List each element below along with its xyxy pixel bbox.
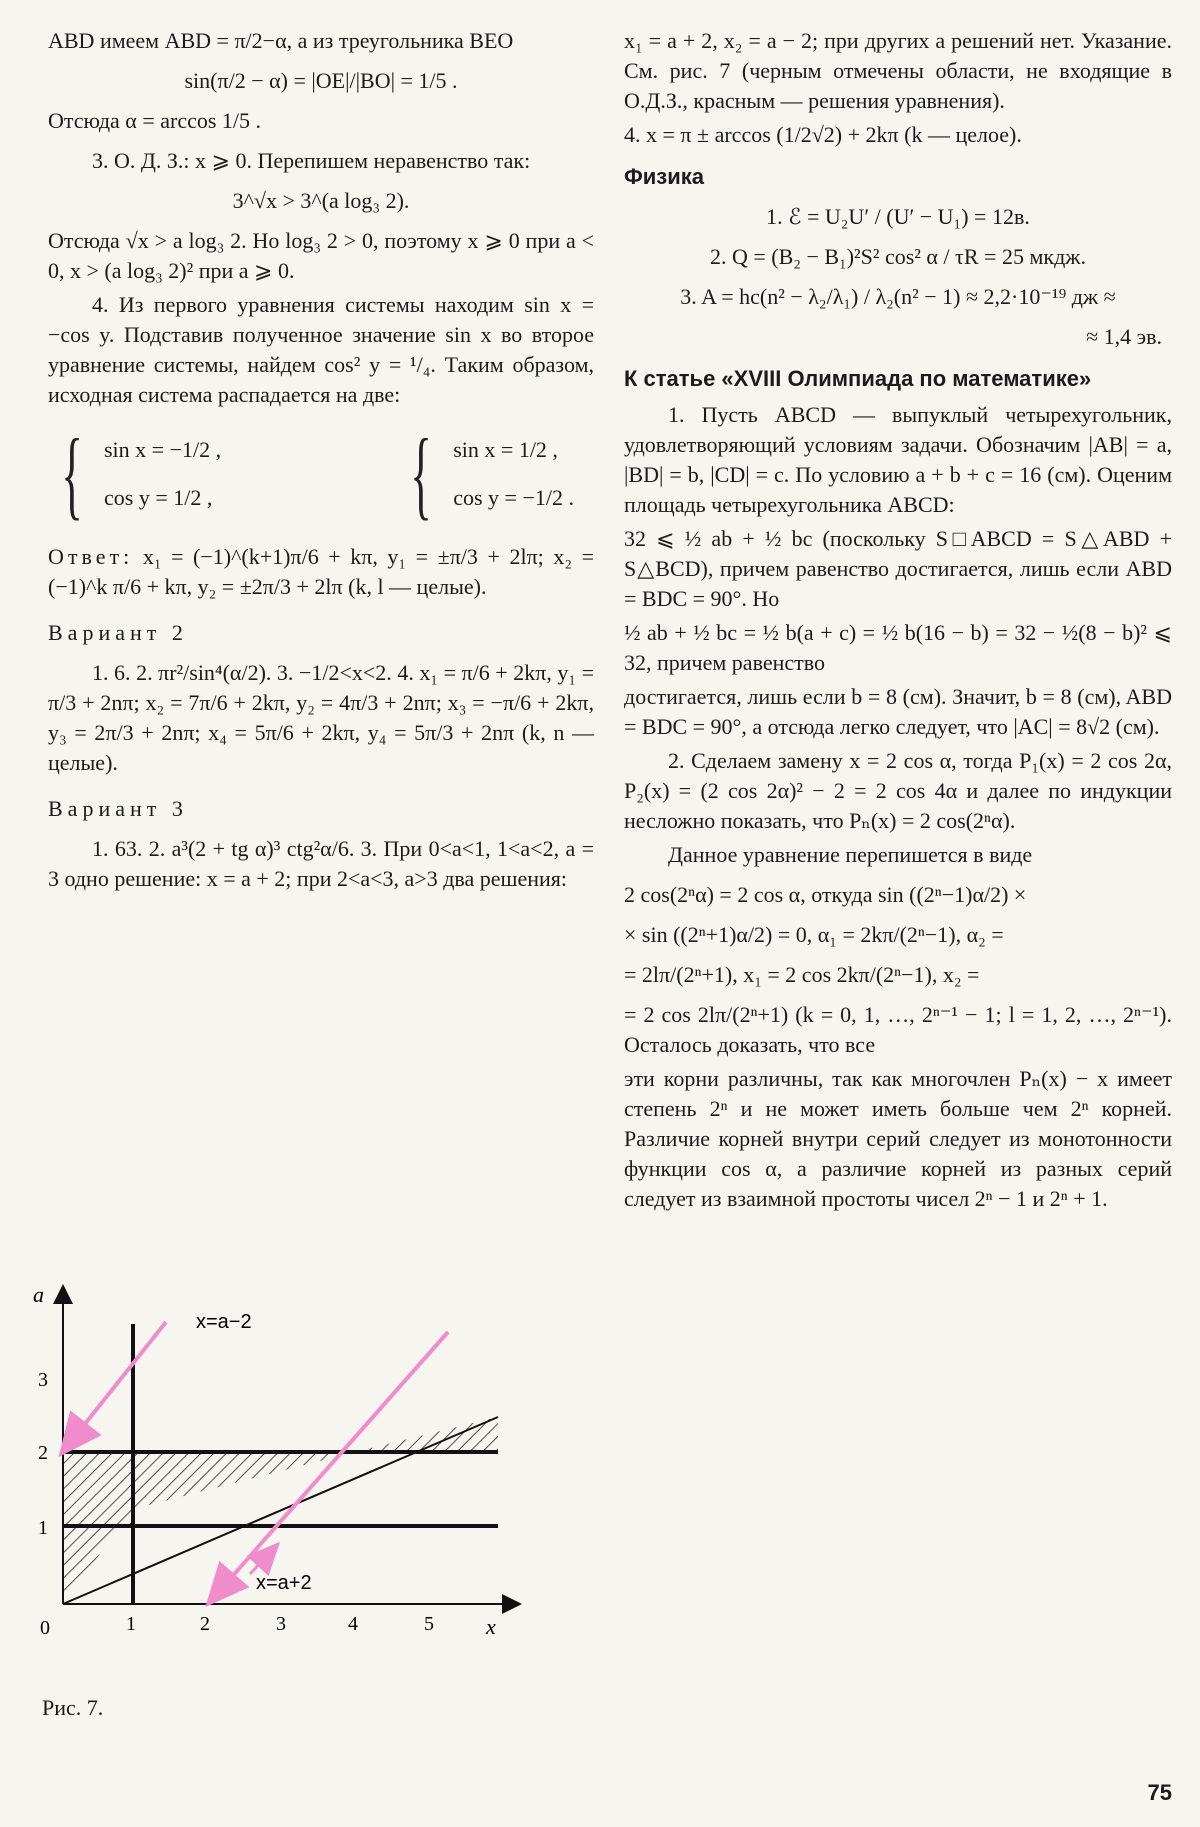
origin-label: 0 bbox=[40, 1617, 50, 1639]
system-1-eq-1: sin x = −1/2 , bbox=[104, 437, 222, 462]
formula-sin: sin(π/2 − α) = |OE|/|BO| = 1/5 . bbox=[184, 68, 458, 93]
olympiad-5: 2. Сделаем замену x = 2 cos α, тогда P₁(x) = 2 cos 2α, P₂(x) = (2 cos 2α)² − 2 = 2 cos 4α и далее по индукции несложно показать, что Pₙ(x) = 2 cos(2ⁿα). bbox=[624, 748, 1172, 833]
left-item-4: 4. Из первого уравнения системы находим sin x = −cos y. Подставив полученное значение sin x во второе уравнение системы, найдем cos² y = ¹/₄. Таким образом, исходная система распадается на две: bbox=[48, 292, 594, 407]
hatched-region-wedge bbox=[133, 1452, 355, 1509]
figure-caption: Рис. 7. bbox=[42, 1695, 104, 1720]
right-text-1: x₁ = a + 2, x₂ = a − 2; при других a решений нет. Указание. См. рис. 7 (черным отмечены области, не входящие в О.Д.З., красным — решения уравнения). bbox=[624, 28, 1172, 113]
answer-label: Ответ: bbox=[48, 544, 134, 569]
variant-2-title: Вариант 2 bbox=[48, 620, 188, 645]
answer-text: x₁ = (−1)^(k+1)π/6 + kπ, y₁ = ±π/3 + 2lπ; x₂ = (−1)^k π/6 + kπ, y₂ = ±2π/3 + 2lπ (k, l — целые). bbox=[48, 544, 595, 599]
solution-line-top bbox=[61, 1322, 166, 1454]
olympiad-9: = 2lπ/(2ⁿ+1), x₁ = 2 cos 2kπ/(2ⁿ−1), x₂ = bbox=[624, 962, 980, 987]
variant-3-title: Вариант 3 bbox=[48, 796, 188, 821]
left-item-3: 3. О. Д. З.: x ⩾ 0. Перепишем неравенство так: bbox=[92, 148, 531, 173]
label-x-a-plus-2: x=a+2 bbox=[256, 1572, 312, 1594]
left-text-4: Отсюда √x > a log₃ 2. Но log₃ 2 > 0, поэтому x ⩾ 0 при a < 0, x > (a log₃ 2)² при a ⩾ 0. bbox=[48, 228, 594, 283]
right-item-4: 4. x = π ± arccos (1/2√2) + 2kπ (k — целое). bbox=[624, 122, 1022, 147]
olympiad-3: ½ ab + ½ bc = ½ b(a + c) = ½ b(16 − b) = 32 − ½(8 − b)² ⩽ 32, причем равенство bbox=[624, 620, 1172, 675]
system-1 bbox=[48, 418, 222, 529]
olympiad-11: эти корни различны, так как многочлен Pₙ(x) − x имеет степень 2ⁿ и не может иметь больше чем 2ⁿ корней. Различие корней внутри серий следует из монотонности функции cos α, а различие корней из разных серий следует из взаимной простоты чисел 2ⁿ − 1 и 2ⁿ + 1. bbox=[624, 1066, 1172, 1211]
system-1-eq-2: cos y = 1/2 , bbox=[104, 485, 213, 510]
figure-7 bbox=[28, 1282, 598, 1662]
olympiad-2: 32 ⩽ ½ ab + ½ bc (поскольку S□ABCD = S△ABD + S△BCD), причем равенство достигается, лишь если ABD = BDC = 90°. Но bbox=[624, 526, 1172, 611]
physics-1: 1. ℰ = U₂U′ / (U′ − U₁) = 12в. bbox=[766, 204, 1030, 229]
physics-title: Физика bbox=[624, 164, 705, 189]
brace-icon: { bbox=[61, 418, 83, 529]
answer bbox=[48, 542, 594, 602]
olympiad-8: × sin ((2ⁿ+1)α/2) = 0, α₁ = 2kπ/(2ⁿ−1), α₂ = bbox=[624, 922, 1004, 947]
system-2 bbox=[397, 418, 574, 529]
x-tick-5: 5 bbox=[424, 1613, 434, 1635]
formula-alpha: Отсюда α = arccos 1/5 . bbox=[48, 108, 262, 133]
brace-icon: { bbox=[410, 418, 433, 529]
physics-2: 2. Q = (B₂ − B₁)²S² cos² α / τR = 25 мкдж. bbox=[710, 244, 1086, 269]
page-number: 75 bbox=[1147, 1780, 1172, 1805]
label-x-a-minus-2: x=a−2 bbox=[196, 1311, 252, 1333]
olympiad-10: = 2 cos 2lπ/(2ⁿ+1) (k = 0, 1, …, 2ⁿ⁻¹ − 1; l = 1, 2, …, 2ⁿ⁻¹). Осталось доказать, что все bbox=[624, 1002, 1172, 1057]
x-tick-1: 1 bbox=[126, 1613, 136, 1635]
left-text-1: ABD имеем ABD = π/2−α, а из треугольника BEO bbox=[48, 28, 514, 53]
system-2-eq-2: cos y = −1/2 . bbox=[453, 485, 574, 510]
x-tick-2: 2 bbox=[200, 1613, 210, 1635]
x-tick-4: 4 bbox=[348, 1613, 358, 1635]
left-column bbox=[48, 26, 594, 898]
olympiad-4: достигается, лишь если b = 8 (см). Значит, b = 8 (см), ABD = BDC = 90°, а отсюда легко следует, что |AC| = 8√2 (см). bbox=[624, 684, 1172, 739]
olympiad-1: 1. Пусть ABCD — выпуклый четырехугольник, удовлетворяющий условиям задачи. Обозначим |AB| = a, |BD| = b, |CD| = c. По условию a + b + c = 16 (см). Оценим площадь четырехугольника ABCD: bbox=[624, 402, 1172, 517]
axis-label-a: a bbox=[33, 1282, 44, 1307]
formula-inequality: 3^√x > 3^(a log₃ 2). bbox=[232, 188, 410, 213]
olympiad-title: К статье «XVIII Олимпиада по математике» bbox=[624, 366, 1092, 391]
physics-3-cont: ≈ 1,4 эв. bbox=[1086, 324, 1162, 349]
hatched-region-left bbox=[63, 1452, 133, 1526]
physics-3: 3. A = hc(n² − λ₂/λ₁) / λ₂(n² − 1) ≈ 2,2·10⁻¹⁹ дж ≈ bbox=[680, 284, 1116, 309]
y-tick-2: 2 bbox=[38, 1442, 48, 1464]
olympiad-7: 2 cos(2ⁿα) = 2 cos α, откуда sin ((2ⁿ−1)α/2) × bbox=[624, 882, 1027, 907]
equation-systems bbox=[48, 418, 594, 529]
variant-2-text: 1. 6. 2. πr²/sin⁴(α/2). 3. −1/2<x<2. 4. x₁ = π/6 + 2kπ, y₁ = π/3 + 2nπ; x₂ = 7π/6 + 2kπ, y₂ = 4π/3 + 2nπ; x₃ = −π/6 + 2kπ, y₃ = 2π/3 + 2nπ; x₄ = 5π/6 + 2kπ, y₄ = 5π/3 + 2nπ (k, n — целые). bbox=[48, 660, 594, 775]
y-tick-3: 3 bbox=[38, 1369, 48, 1391]
solution-line-middle bbox=[273, 1332, 448, 1530]
right-column bbox=[624, 26, 1172, 1218]
axis-label-x: x bbox=[486, 1614, 496, 1639]
variant-3-text: 1. 63. 2. a³(2 + tg α)³ ctg²α/6. 3. При 0<a<1, 1<a<2, a = 3 одно решение: x = a + 2; при 2<a<3, a>3 два решения: bbox=[48, 836, 594, 891]
olympiad-6: Данное уравнение перепишется в виде bbox=[668, 842, 1033, 867]
x-tick-3: 3 bbox=[276, 1613, 286, 1635]
system-2-eq-1: sin x = 1/2 , bbox=[453, 437, 558, 462]
y-tick-1: 1 bbox=[38, 1517, 48, 1539]
